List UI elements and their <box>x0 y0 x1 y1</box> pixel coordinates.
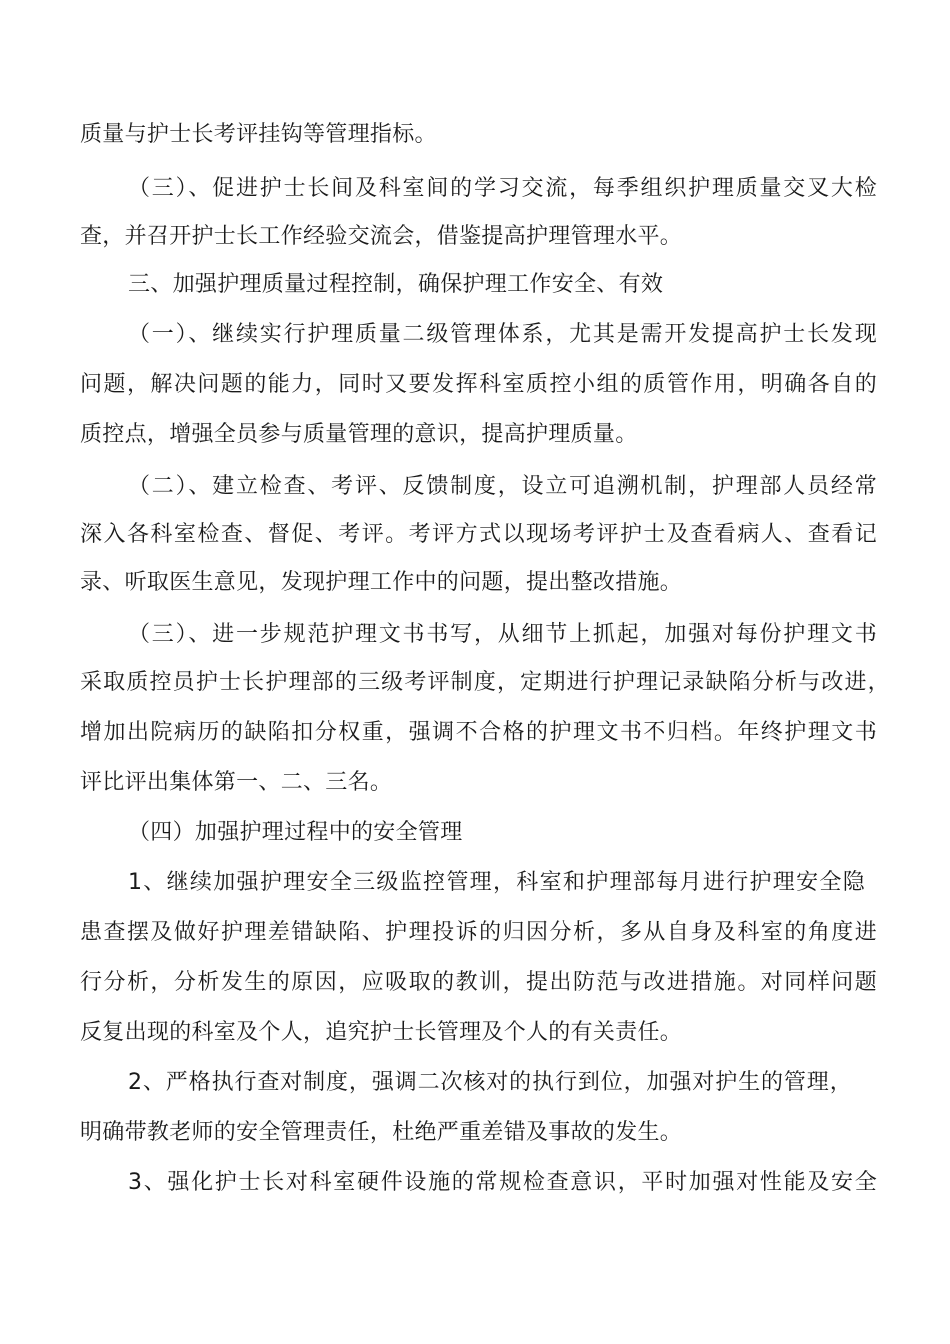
text-line: 质量与护士长考评挂钩等管理指标。 <box>80 122 437 147</box>
text-line: 明确带教老师的安全管理责任，杜绝严重差错及事故的发生。 <box>80 1120 683 1145</box>
text-line: 3、强化护士长对科室硬件设施的常规检查意识，平时加强对性能及安全 <box>128 1170 877 1195</box>
text-line: 增加出院病历的缺陷扣分权重，强调不合格的护理文书不归档。年终护理文书 <box>80 720 877 745</box>
text-line: 质控点，增强全员参与质量管理的意识，提高护理质量。 <box>80 422 638 447</box>
text-line: （三）、促进护士长间及科室间的学习交流，每季组织护理质量交叉大检 <box>128 176 877 201</box>
text-line: 录、听取医生意见，发现护理工作中的问题，提出整改措施。 <box>80 570 683 595</box>
text-line: 反复出现的科室及个人，追究护士长管理及个人的有关责任。 <box>80 1020 683 1045</box>
text-line: 行分析，分析发生的原因，应吸取的教训，提出防范与改进措施。对同样问题 <box>80 970 877 995</box>
text-line: （二）、建立检查、考评、反馈制度，设立可追溯机制，护理部人员经常 <box>128 474 877 499</box>
text-line: 问题，解决问题的能力，同时又要发挥科室质控小组的质管作用，明确各自的 <box>80 372 877 397</box>
text-line: 1、继续加强护理安全三级监控管理，科室和护理部每月进行护理安全隐 <box>128 870 865 895</box>
text-line: 2、严格执行查对制度，强调二次核对的执行到位，加强对护生的管理， <box>128 1070 852 1095</box>
text-line: 患查摆及做好护理差错缺陷、护理投诉的归因分析，多从自身及科室的角度进 <box>80 920 877 945</box>
section-heading: 三、加强护理质量过程控制，确保护理工作安全、有效 <box>128 272 664 297</box>
text-line: 采取质控员护士长护理部的三级考评制度，定期进行护理记录缺陷分析与改进， <box>80 670 890 695</box>
text-line: （一）、继续实行护理质量二级管理体系，尤其是需开发提高护士长发现 <box>128 322 877 347</box>
text-line: 深入各科室检查、督促、考评。考评方式以现场考评护士及查看病人、查看记 <box>80 522 877 547</box>
text-line: 查，并召开护士长工作经验交流会，借鉴提高护理管理水平。 <box>80 224 683 249</box>
text-line: （三）、进一步规范护理文书书写，从细节上抓起，加强对每份护理文书 <box>128 622 877 647</box>
section-heading: （四）加强护理过程中的安全管理 <box>128 820 463 845</box>
text-line: 评比评出集体第一、二、三名。 <box>80 770 393 795</box>
